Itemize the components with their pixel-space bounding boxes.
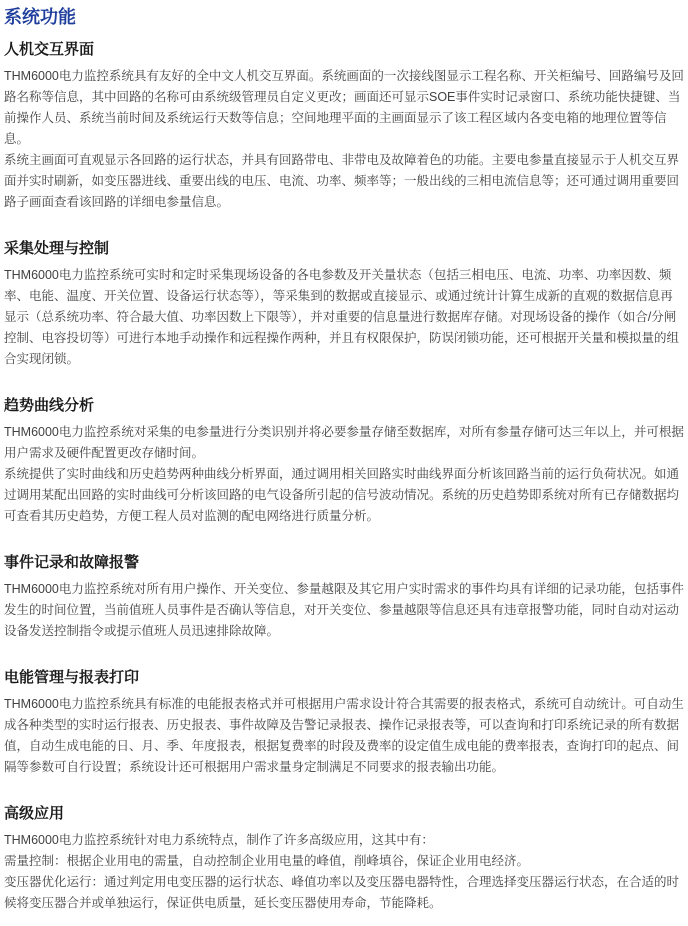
paragraph: THM6000电力监控系统可实时和定时采集现场设备的各电参数及开关量状态（包括三相电压、电流、功率、功率因数、频率、电能、温度、开关位置、设备运行状态等），等采集到的数据或直接显示、或通过统计计算生成新的直观的数据信息再显示（总系统功率、符合最大值、功率因数上下限等），并对重要的信息量进行数据库存储。对现场设备的操作（如合/分闸控制、电容投切等）可进行本地手动操作和远程操作两种，并且有权限保护，防误闭锁功能，还可根据开关量和模拟量的组合实现闭锁。: [4, 268, 680, 367]
section-heading-acquisition-processing-control: 采集处理与控制: [4, 240, 110, 258]
section-heading-event-record-fault-alarm: 事件记录和故障报警: [4, 554, 140, 572]
page-title: 系统功能: [4, 7, 76, 27]
paragraph: 变压器优化运行：通过判定用电变压器的运行状态、峰值功率以及变压器电器特性，合理选择变压器运行状态，在合适的时候将变压器合并或单独运行，保证供电质量，延长变压器使用寿命，节能降耗。: [4, 875, 680, 911]
section-heading-energy-management-report-printing: 电能管理与报表打印: [4, 669, 140, 687]
section-human-machine-interface: [4, 39, 684, 213]
section-event-record-fault-alarm: [4, 552, 684, 642]
paragraph: THM6000电力监控系统针对电力系统特点，制作了许多高级应用，这其中有：: [4, 833, 434, 848]
section-heading-trend-curve-analysis: 趋势曲线分析: [4, 397, 95, 415]
paragraph: 系统提供了实时曲线和历史趋势两种曲线分析界面，通过调用相关回路实时曲线界面分析该回路当前的运行负荷状况。如通过调用某配出回路的实时曲线可分析该回路的电气设备所引起的信号波动情况。系统的历史趋势即系统对所有已存储数据均可查看其历史趋势，方便工程人员对监测的配电网络进行质量分析。: [4, 467, 680, 524]
section-heading-advanced-applications: 高级应用: [4, 805, 65, 823]
section-energy-management-report-printing: [4, 667, 684, 778]
section-trend-curve-analysis: [4, 395, 684, 527]
section-advanced-applications: [4, 803, 684, 914]
section-heading-human-machine-interface: 人机交互界面: [4, 41, 95, 59]
paragraph: THM6000电力监控系统对所有用户操作、开关变位、参量越限及其它用户实时需求的事件均具有详细的记录功能，包括事件发生的时间位置，当前值班人员事件是否确认等信息，对开关变位、参量越限等信息还具有违章报警功能，同时自动对运动设备发送控制指令或提示值班人员迅速排除故障。: [4, 582, 684, 639]
section-acquisition-processing-control: [4, 238, 684, 370]
paragraph: THM6000电力监控系统具有标准的电能报表格式并可根据用户需求设计符合其需要的报表格式，系统可自动统计。可自动生成各种类型的实时运行报表、历史报表、事件故障及告警记录报表、操作记录报表等，可以查询和打印系统记录的所有数据值，自动生成电能的日、月、季、年度报表，根据复费率的时段及费率的设定值生成电能的费率报表，查询打印的起点、间隔等参数可自行设置；系统设计还可根据用户需求量身定制满足不同要求的报表输出功能。: [4, 697, 684, 775]
paragraph: THM6000电力监控系统具有友好的全中文人机交互界面。系统画面的一次接线图显示工程名称、开关柜编号、回路编号及回路名称等信息，其中回路的名称可由系统级管理员自定义更改；画面还可显示SOE事件实时记录窗口、系统功能快捷键、当前操作人员、系统当前时间及系统运行天数等信息；空间地理平面的主画面显示了该工程区域内各变电箱的地理位置等信息。: [4, 69, 684, 147]
paragraph: THM6000电力监控系统对采集的电参量进行分类识别并将必要参量存储至数据库，对所有参量存储可达三年以上，并可根据用户需求及硬件配置更改存储时间。: [4, 425, 684, 461]
paragraph: 需量控制：根据企业用电的需量，自动控制企业用电量的峰值，削峰填谷，保证企业用电经济。: [4, 854, 530, 869]
paragraph: 系统主画面可直观显示各回路的运行状态，并具有回路带电、非带电及故障着色的功能。主要电参量直接显示于人机交互界面并实时刷新，如变压器进线、重要出线的电压、电流、功率、频率等；一般出线的三相电流信息等；还可通过调用重要回路子画面查看该回路的详细电参量信息。: [4, 153, 680, 210]
